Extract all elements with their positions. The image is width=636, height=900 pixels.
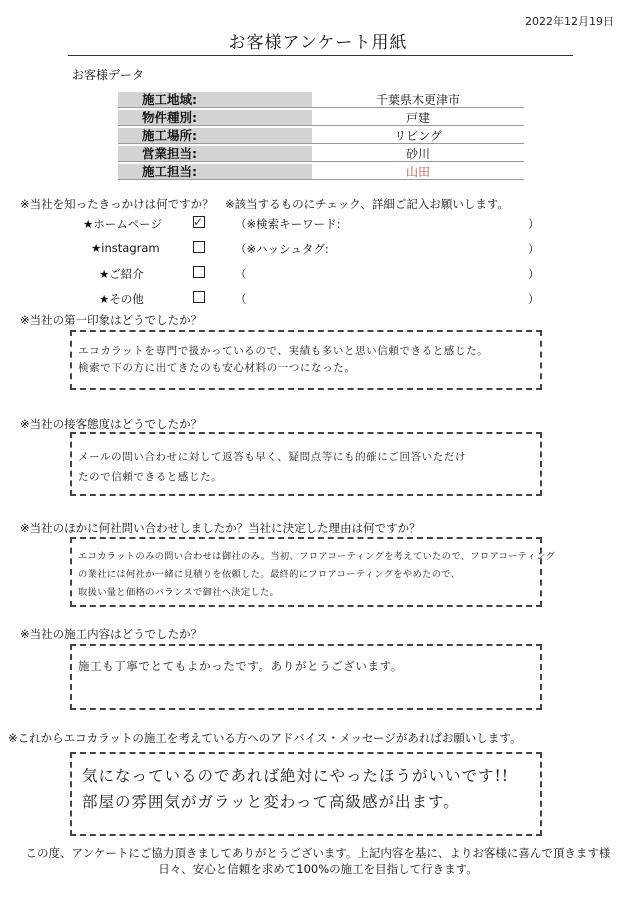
question-source-detail: ※該当するものにチェック、詳細ご記入お願いします。 xyxy=(225,197,509,211)
info-label-property-type: 物件種別: xyxy=(118,110,312,126)
answer-advice-message-line2: 部屋の雰囲気がガラッと変わって高級感が出ます。 xyxy=(82,793,460,811)
page-title: お客様アンケート用紙 xyxy=(228,33,408,53)
source-close-instagram: ） xyxy=(528,242,540,256)
source-close-other: ） xyxy=(528,292,540,306)
source-detail-homepage: （※検索キーワード: xyxy=(235,217,341,231)
source-detail-instagram: （※ハッシュタグ: xyxy=(235,242,329,256)
info-value-area: 千葉県木更津市 xyxy=(312,92,524,108)
info-value-sales: 砂川 xyxy=(312,146,524,162)
source-label-other: ★その他 xyxy=(99,292,144,306)
source-close-referral: ） xyxy=(528,267,540,281)
answer-first-impression-line1: エコカラットを専門で扱かっているので、実績も多いと思い信頼できると感じた。 xyxy=(78,345,489,357)
footer-line1: この度、アンケートにご協力頂きましてありがとうございます。上記内容を基に、よりお客様に喜んで頂きます様 xyxy=(25,846,611,860)
info-label-location: 施工場所: xyxy=(118,128,312,144)
answer-other-companies-line1: エコカラットのみの問い合わせは御社のみ。当初、フロアコーティングを考えていたので、フロアコーティング xyxy=(78,551,556,562)
source-label-homepage: ★ホームページ xyxy=(83,217,163,231)
answer-service-attitude-line1: メールの問い合わせに対して返答も早く、疑問点等にも的確にご回答いただけ xyxy=(78,451,467,463)
info-value-location: リビング xyxy=(312,128,524,144)
answer-service-attitude-line2: たので信頼できると感じた。 xyxy=(78,471,223,483)
info-label-sales: 営業担当: xyxy=(118,146,312,162)
answer-box-construction-quality xyxy=(70,644,542,710)
answer-first-impression-line2: 検索で下の方に出てきたのも安心材料の一つになった。 xyxy=(78,362,356,374)
question-service-attitude: ※当社の接客態度はどうでしたか？ xyxy=(20,417,203,431)
question-first-impression: ※当社の第一印象はどうでしたか？ xyxy=(20,313,203,327)
answer-other-companies-line2: の業社には何社か一緒に見積りを依頼した。最終的にフロアコーティングをやめたので、 xyxy=(78,569,461,580)
check-mark-icon: ✓ xyxy=(193,215,204,229)
answer-other-companies-line3: 取扱い量と価格のバランスで御社へ決定した。 xyxy=(78,587,280,598)
info-label-installer: 施工担当: xyxy=(118,164,312,180)
source-label-referral: ★ご紹介 xyxy=(99,267,144,281)
question-construction-quality: ※当社の施工内容はどうでしたか？ xyxy=(20,627,203,641)
survey-date: 2022年12月19日 xyxy=(525,15,614,28)
question-advice-message: ※これからエコカラットの施工を考えている方へのアドバイス・メッセージがあればお願いします。 xyxy=(8,731,522,745)
source-detail-referral: （ xyxy=(235,267,247,281)
answer-construction-quality-line1: 施工も丁寧でとてもよかったです。ありがとうございます。 xyxy=(78,659,403,673)
info-value-installer: 山田 xyxy=(312,164,524,180)
info-value-property-type: 戸建 xyxy=(312,110,524,126)
source-label-instagram: ★instagram xyxy=(91,241,160,255)
checkbox-instagram[interactable] xyxy=(193,241,205,253)
source-close-homepage: ） xyxy=(528,217,540,231)
question-other-companies: ※当社のほかに何社問い合わせしましたか？当社に決定した理由は何ですか？ xyxy=(20,521,421,535)
checkbox-other[interactable] xyxy=(193,291,205,303)
info-label-area: 施工地域: xyxy=(118,92,312,108)
customer-data-heading: お客様データ xyxy=(72,68,145,82)
checkbox-referral[interactable] xyxy=(193,266,205,278)
answer-advice-message-line1: 気になっているのであれば絶対にやったほうがいいです!! xyxy=(82,767,509,785)
question-source: ※当社を知ったきっかけは何ですか？ xyxy=(20,197,214,211)
title-underline xyxy=(68,55,573,56)
source-detail-other: （ xyxy=(235,292,247,306)
footer-line2: 日々、安心と信頼を求めて100%の施工を目指して行きます。 xyxy=(158,862,478,876)
